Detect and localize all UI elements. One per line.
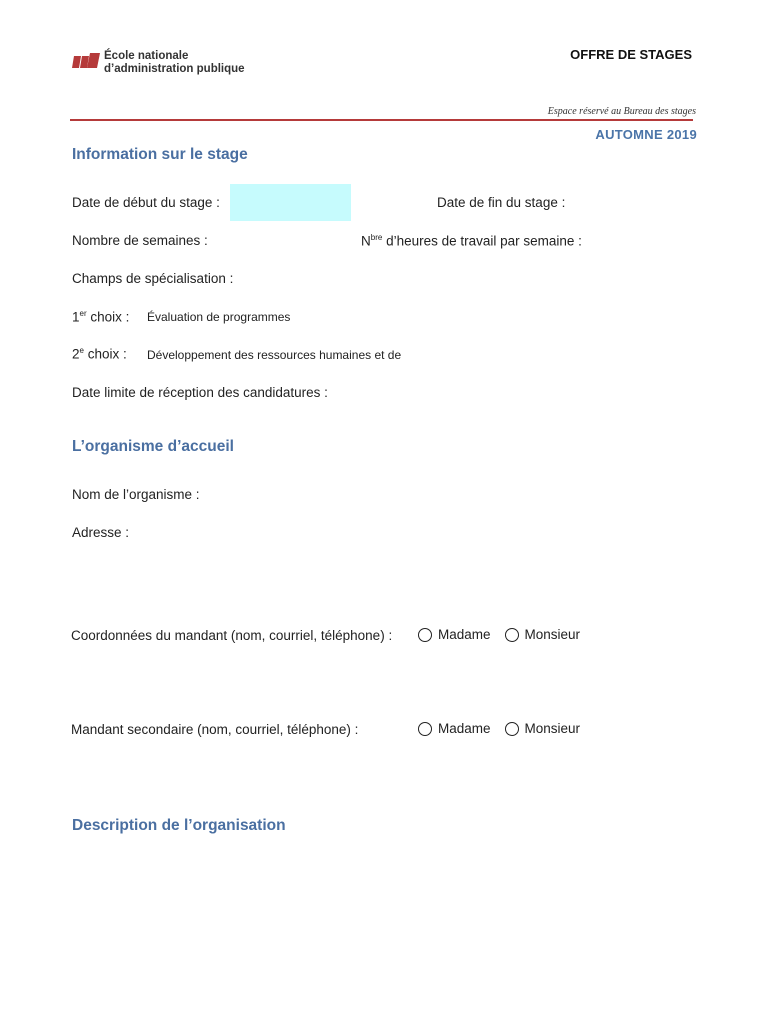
mandant2-monsieur-radio[interactable] bbox=[505, 722, 519, 736]
hours-sup: bre bbox=[370, 233, 383, 242]
section-title-description: Description de l’organisation bbox=[72, 817, 286, 834]
mandant2-monsieur-label: Monsieur bbox=[524, 721, 581, 736]
weeks-label: Nombre de semaines : bbox=[72, 233, 208, 248]
mandant-monsieur-label: Monsieur bbox=[524, 627, 581, 642]
header-divider bbox=[70, 119, 693, 121]
logo-text bbox=[104, 50, 245, 75]
section-title-organisme: L’organisme d’accueil bbox=[72, 438, 234, 455]
choice1-prefix: 1 bbox=[72, 309, 80, 325]
choice2-prefix: 2 bbox=[72, 346, 80, 362]
mandant-madame-radio[interactable] bbox=[418, 628, 432, 642]
end-date-label: Date de fin du stage : bbox=[437, 195, 566, 210]
choice1-rest: choix : bbox=[86, 309, 130, 325]
mandant2-gender-group bbox=[418, 721, 594, 736]
section-title-stage: Information sur le stage bbox=[72, 146, 248, 163]
logo-line-1: École nationale bbox=[104, 50, 189, 62]
address-label: Adresse : bbox=[72, 525, 130, 540]
choice1-field[interactable]: Évaluation de programmes bbox=[147, 310, 291, 324]
hours-prefix: N bbox=[361, 233, 371, 249]
start-date-field[interactable] bbox=[230, 184, 351, 221]
deadline-label: Date limite de réception des candidatures : bbox=[72, 385, 328, 400]
mandant2-madame-label: Madame bbox=[438, 721, 491, 736]
fields-label: Champs de spécialisation : bbox=[72, 271, 234, 286]
mandant-monsieur-radio[interactable] bbox=[505, 628, 519, 642]
logo-line-2: d’administration publique bbox=[104, 62, 245, 75]
mandant-gender-group bbox=[418, 627, 594, 642]
choice2-rest: choix : bbox=[83, 346, 127, 362]
hours-rest: d’heures de travail par semaine : bbox=[382, 233, 582, 249]
choice1-sup: er bbox=[79, 309, 87, 318]
session-label: AUTOMNE 2019 bbox=[595, 127, 697, 142]
choice2-field[interactable]: Développement des ressources humaines et de bbox=[147, 348, 402, 362]
mandant-label: Coordonnées du mandant (nom, courriel, téléphone) : bbox=[71, 628, 393, 643]
mandant2-madame-radio[interactable] bbox=[418, 722, 432, 736]
organisation-name-label: Nom de l’organisme : bbox=[72, 487, 200, 502]
hours-label bbox=[361, 233, 582, 249]
reserved-note: Espace réservé au Bureau des stages bbox=[547, 106, 696, 117]
mandant-secondaire-label: Mandant secondaire (nom, courriel, téléphone) : bbox=[71, 722, 359, 737]
enap-logo-mark-icon bbox=[72, 52, 102, 70]
choice1-label bbox=[72, 309, 129, 325]
mandant-madame-label: Madame bbox=[438, 627, 491, 642]
choice2-sup: e bbox=[79, 346, 84, 355]
document-title: OFFRE DE STAGES bbox=[570, 47, 692, 62]
start-date-label: Date de début du stage : bbox=[72, 195, 220, 210]
choice2-label bbox=[72, 346, 127, 362]
enap-logo bbox=[72, 50, 245, 80]
